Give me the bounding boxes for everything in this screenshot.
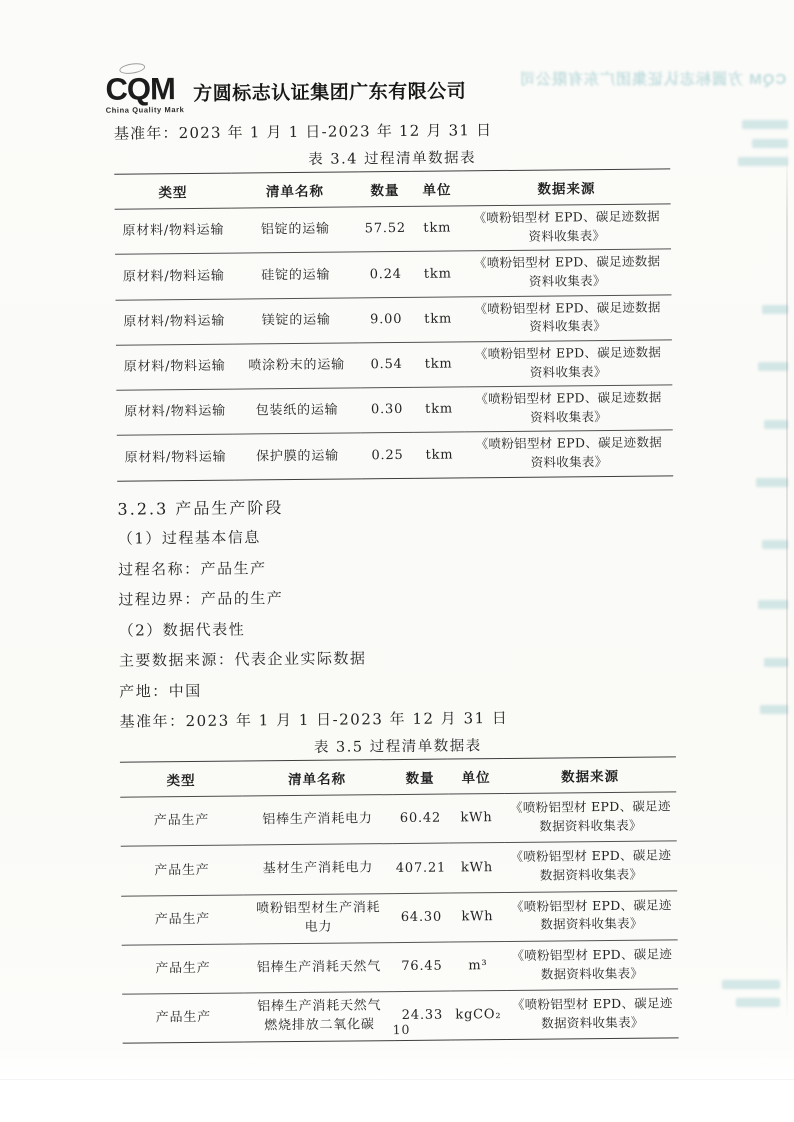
cell-type: 原材料/物料运输 bbox=[115, 253, 232, 299]
page-edge-shadow bbox=[786, 150, 788, 1020]
cell-type: 原材料/物料运输 bbox=[115, 299, 232, 345]
cell-source: 《喷粉铝型材 EPD、碳足迹数据资料收集表》 bbox=[463, 249, 671, 296]
cell-qty: 24.33 bbox=[394, 991, 450, 1041]
cell-source: 《喷粉铝型材 EPD、碳足迹数据资料收集表》 bbox=[464, 385, 672, 432]
logo-text: CQM bbox=[105, 71, 175, 107]
bleedthrough-header-text: CQM 方圆标志认证集团广东有限公司 bbox=[518, 71, 786, 88]
col-header-unit: 单位 bbox=[411, 171, 462, 206]
table-row bbox=[121, 841, 677, 896]
table-3-5-caption: 表 3.5 过程清单数据表 bbox=[313, 738, 482, 756]
cell-name: 铝棒生产消耗天然气 bbox=[244, 942, 394, 993]
cell-unit: tkm bbox=[412, 251, 463, 297]
cell-type: 产品生产 bbox=[121, 845, 243, 895]
cell-qty: 0.24 bbox=[359, 252, 412, 298]
bleedthrough-mark bbox=[762, 540, 788, 549]
cell-qty: 76.45 bbox=[394, 942, 450, 992]
cell-name: 喷粉铝型材生产消耗电力 bbox=[243, 893, 393, 944]
cell-type: 原材料/物料运输 bbox=[115, 208, 232, 254]
cell-unit: kWh bbox=[448, 794, 504, 844]
cell-name: 喷涂粉末的运输 bbox=[233, 343, 360, 389]
company-name: 方圆标志认证集团广东有限公司 bbox=[193, 81, 467, 105]
bleedthrough-mark bbox=[762, 305, 788, 314]
table-3-4 bbox=[114, 168, 673, 481]
bleedthrough-mark bbox=[736, 998, 780, 1007]
base-year-line: 基准年：2023 年 1 月 1 日-2023 年 12 月 31 日 bbox=[119, 708, 509, 731]
cell-type: 原材料/物料运输 bbox=[116, 389, 233, 435]
bleedthrough-mark bbox=[764, 658, 788, 667]
cell-qty: 0.30 bbox=[360, 387, 413, 433]
cell-unit: tkm bbox=[413, 342, 464, 388]
cell-unit: tkm bbox=[413, 387, 464, 433]
cell-unit: tkm bbox=[412, 206, 463, 252]
cell-name: 硅锭的运输 bbox=[232, 252, 359, 298]
cell-unit: tkm bbox=[414, 432, 465, 478]
cell-source: 《喷粉铝型材 EPD、碳足迹数据资料收集表》 bbox=[465, 430, 673, 477]
bleedthrough-mark bbox=[752, 139, 788, 148]
cell-name: 包装纸的运输 bbox=[233, 388, 360, 434]
cell-qty: 64.30 bbox=[393, 893, 449, 943]
table-row bbox=[117, 430, 673, 481]
table-row bbox=[121, 890, 677, 945]
scan-bottom-edge bbox=[0, 1079, 794, 1122]
cell-qty: 0.25 bbox=[361, 433, 414, 479]
bleedthrough-mark bbox=[738, 157, 788, 166]
base-year-line: 基准年：2023 年 1 月 1 日-2023 年 12 月 31 日 bbox=[113, 121, 493, 143]
col-header-source: 数据来源 bbox=[462, 169, 670, 206]
cell-qty: 9.00 bbox=[359, 297, 412, 343]
bleedthrough-mark bbox=[742, 120, 788, 129]
bleedthrough-mark bbox=[756, 478, 788, 487]
table-row bbox=[116, 340, 672, 391]
cell-source: 《喷粉铝型材 EPD、碳足迹数据资料收集表》 bbox=[505, 841, 677, 892]
cell-qty: 407.21 bbox=[393, 843, 449, 893]
page-number: 10 bbox=[392, 1021, 411, 1038]
logo-subtext: China Quality Mark bbox=[105, 105, 185, 115]
col-header-unit: 单位 bbox=[448, 759, 504, 795]
cell-type: 产品生产 bbox=[122, 993, 244, 1043]
cell-name: 基材生产消耗电力 bbox=[243, 844, 393, 895]
cell-name: 保护膜的运输 bbox=[234, 433, 361, 479]
cell-name: 铝锭的运输 bbox=[232, 207, 359, 253]
header bbox=[105, 59, 669, 114]
table-row bbox=[115, 294, 671, 345]
cell-source: 《喷粉铝型材 EPD、碳足迹数据资料收集表》 bbox=[463, 294, 671, 341]
cell-name: 铝棒生产消耗电力 bbox=[242, 795, 392, 846]
cell-source: 《喷粉铝型材 EPD、碳足迹数据资料收集表》 bbox=[506, 940, 678, 991]
table-row bbox=[120, 792, 676, 847]
table-row bbox=[115, 204, 671, 255]
col-header-qty: 数量 bbox=[358, 171, 411, 207]
bleedthrough-mark bbox=[760, 705, 788, 714]
section-heading: 3.2.3 产品生产阶段 bbox=[117, 497, 284, 519]
section-line: （2）数据代表性 bbox=[118, 619, 246, 640]
cell-type: 产品生产 bbox=[120, 796, 242, 846]
table-3-5 bbox=[120, 756, 679, 1044]
section-line: 主要数据来源：代表企业实际数据 bbox=[118, 649, 367, 670]
section-line: 过程边界：产品的生产 bbox=[118, 589, 284, 609]
bleedthrough-mark bbox=[764, 420, 788, 429]
table-header-row bbox=[114, 169, 670, 209]
col-header-qty: 数量 bbox=[392, 759, 448, 795]
cell-qty: 57.52 bbox=[359, 206, 412, 252]
table-row bbox=[122, 940, 678, 995]
cell-unit: kWh bbox=[449, 892, 505, 942]
cell-type: 产品生产 bbox=[122, 944, 244, 994]
bleedthrough-mark bbox=[758, 600, 788, 609]
cell-unit: kWh bbox=[449, 843, 505, 893]
cell-source: 《喷粉铝型材 EPD、碳足迹数据资料收集表》 bbox=[463, 204, 671, 251]
cell-qty: 0.54 bbox=[360, 342, 413, 388]
col-header-name: 清单名称 bbox=[231, 172, 358, 208]
cell-type: 产品生产 bbox=[121, 895, 243, 945]
table-row bbox=[116, 385, 672, 436]
cell-qty: 60.42 bbox=[392, 794, 448, 844]
bleedthrough-mark bbox=[758, 362, 788, 371]
table-3-4-caption: 表 3.4 过程清单数据表 bbox=[308, 150, 477, 168]
cell-source: 《喷粉铝型材 EPD、碳足迹数据资料收集表》 bbox=[464, 340, 672, 387]
table-header-row bbox=[120, 757, 676, 797]
cell-source: 《喷粉铝型材 EPD、碳足迹数据资料收集表》 bbox=[504, 792, 676, 843]
table-row bbox=[115, 249, 671, 300]
col-header-type: 类型 bbox=[120, 761, 242, 797]
cell-unit: m³ bbox=[450, 941, 506, 991]
col-header-name: 清单名称 bbox=[242, 760, 392, 796]
bleedthrough-mark bbox=[722, 980, 780, 989]
cqm-logo bbox=[105, 61, 184, 115]
cell-name: 镁锭的运输 bbox=[232, 297, 359, 343]
col-header-source: 数据来源 bbox=[504, 757, 676, 794]
cell-unit: tkm bbox=[412, 296, 463, 342]
cell-source: 《喷粉铝型材 EPD、碳足迹数据资料收集表》 bbox=[506, 989, 678, 1040]
section-line: （1）过程基本信息 bbox=[117, 528, 261, 548]
cell-source: 《喷粉铝型材 EPD、碳足迹数据资料收集表》 bbox=[505, 890, 677, 941]
cell-type: 原材料/物料运输 bbox=[117, 434, 234, 480]
cell-name: 铝棒生产消耗天然气燃烧排放二氧化碳 bbox=[244, 992, 394, 1043]
col-header-type: 类型 bbox=[114, 173, 231, 209]
cell-type: 原材料/物料运输 bbox=[116, 344, 233, 390]
cell-unit: kgCO₂ bbox=[450, 991, 506, 1041]
section-line: 产地：中国 bbox=[119, 681, 202, 701]
section-line: 过程名称：产品生产 bbox=[117, 558, 267, 579]
